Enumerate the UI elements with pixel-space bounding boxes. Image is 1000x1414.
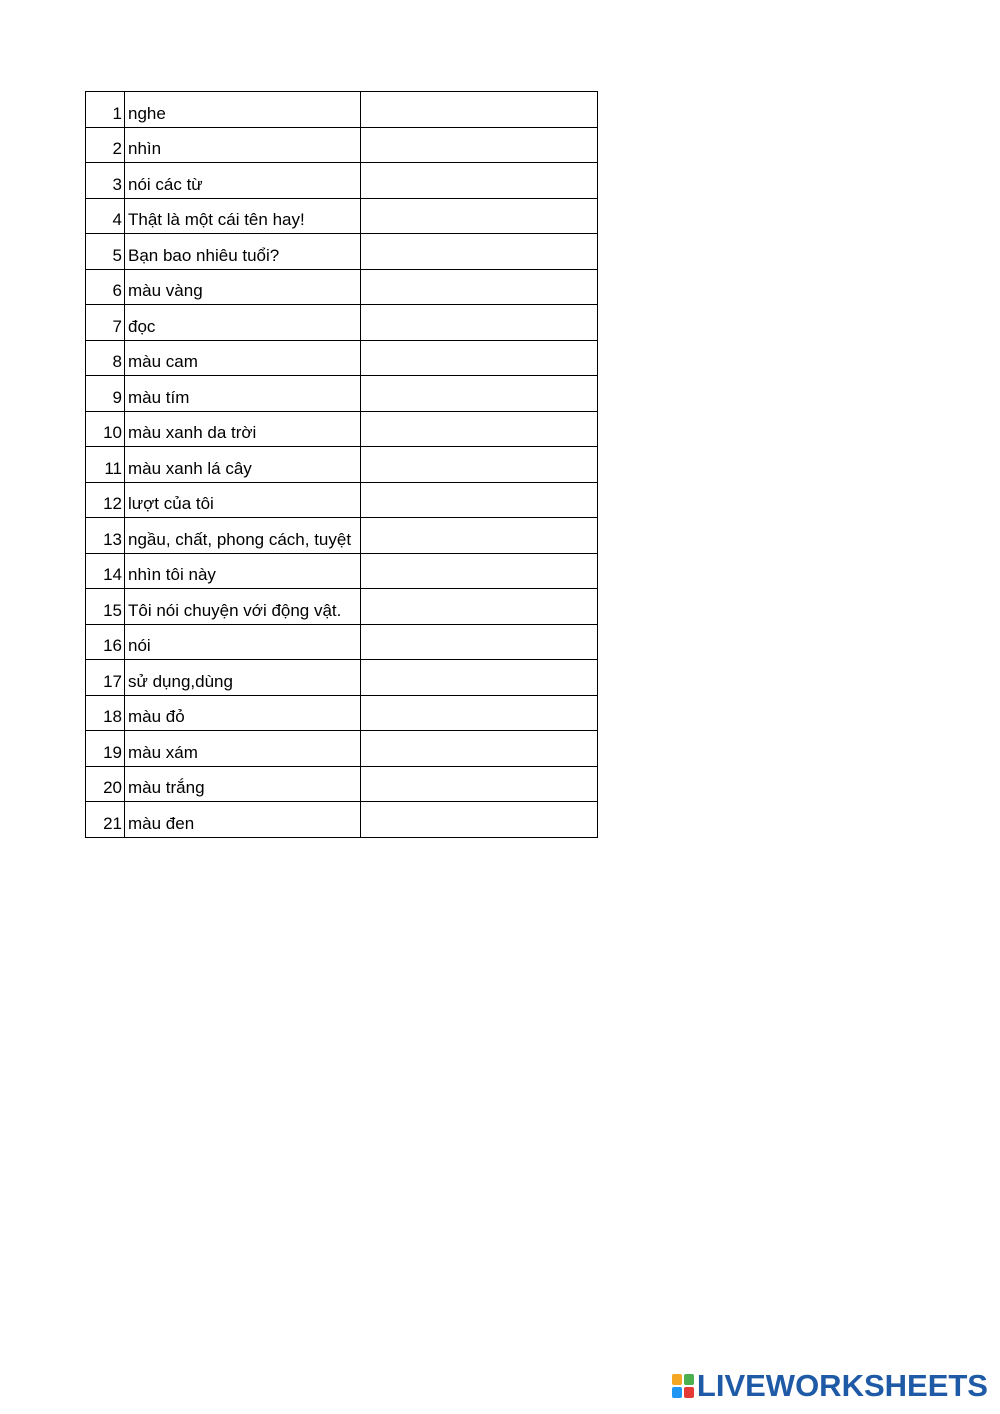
table-row [86,376,598,412]
row-number: 13 [103,529,122,549]
vietnamese-term: màu đen [128,813,195,833]
table-row [86,447,598,483]
row-number-cell [86,802,125,838]
answer-box[interactable] [361,589,598,625]
row-number-cell [86,340,125,376]
row-number: 3 [112,174,122,194]
row-number-cell [86,447,125,483]
vietnamese-term: màu đỏ [128,707,185,726]
vietnamese-term-cell [125,695,361,731]
answer-box[interactable] [361,518,598,554]
vietnamese-term-cell [125,163,361,199]
answer-box[interactable] [361,731,598,767]
row-number: 16 [103,636,122,655]
answer-box[interactable] [361,660,598,696]
table-row [86,695,598,731]
vietnamese-term-cell [125,447,361,483]
table-row [86,482,598,518]
row-number-cell [86,163,125,199]
table-row [86,802,598,838]
vietnamese-term-cell [125,553,361,589]
row-number: 4 [112,210,122,229]
table-row [86,198,598,234]
row-number: 12 [103,494,122,513]
row-number: 21 [103,813,122,833]
table-row [86,766,598,802]
liveworksheets-logo-icon [672,1374,694,1398]
table-row [86,305,598,341]
row-number: 8 [112,352,122,371]
answer-box[interactable] [361,766,598,802]
vietnamese-term-cell [125,411,361,447]
table-row [86,660,598,696]
answer-box[interactable] [361,127,598,163]
answer-box[interactable] [361,482,598,518]
vietnamese-term-cell [125,766,361,802]
vietnamese-term-cell [125,234,361,270]
vietnamese-term: màu xanh lá cây [128,458,252,478]
vietnamese-term: nhìn [128,139,162,158]
vietnamese-term-cell [125,92,361,128]
answer-box[interactable] [361,802,598,838]
vietnamese-term: nói [128,636,151,655]
row-number-cell [86,127,125,163]
answer-box[interactable] [361,376,598,412]
row-number: 19 [103,742,122,762]
table-row [86,589,598,625]
row-number-cell [86,518,125,554]
row-number: 6 [112,281,122,300]
answer-box[interactable] [361,269,598,305]
answer-box[interactable] [361,624,598,660]
vietnamese-term-cell [125,127,361,163]
vietnamese-term: đọc [128,316,156,336]
vietnamese-term-cell [125,269,361,305]
table-row [86,411,598,447]
row-number-cell [86,305,125,341]
table-row [86,127,598,163]
row-number: 17 [103,671,122,691]
row-number: 15 [103,600,122,620]
row-number: 20 [103,778,122,797]
table-row [86,518,598,554]
vietnamese-term: màu tím [128,387,190,407]
row-number-cell [86,695,125,731]
row-number: 9 [112,387,122,407]
vietnamese-term-cell [125,376,361,412]
row-number-cell [86,198,125,234]
answer-box[interactable] [361,163,598,199]
vietnamese-term-cell [125,589,361,625]
vietnamese-term-cell [125,482,361,518]
vietnamese-term-cell [125,802,361,838]
row-number: 5 [112,245,122,265]
vietnamese-term-cell [125,340,361,376]
row-number-cell [86,553,125,589]
vietnamese-term: nghe [128,103,166,123]
answer-box[interactable] [361,411,598,447]
vietnamese-term: ngầu, chất, phong cách, tuyệt [128,529,352,549]
row-number-cell [86,411,125,447]
table-row [86,731,598,767]
answer-box[interactable] [361,198,598,234]
table-row [86,92,598,128]
vocabulary-table-body [86,92,598,838]
vietnamese-term: màu trắng [128,778,205,797]
row-number-cell [86,660,125,696]
vocabulary-table [85,91,598,838]
table-row [86,553,598,589]
vietnamese-term: nói các từ [128,174,203,194]
answer-box[interactable] [361,234,598,270]
vietnamese-term-cell [125,305,361,341]
row-number-cell [86,766,125,802]
logo-text: LIVEWORKSHEETS [696,1368,988,1403]
row-number-cell [86,376,125,412]
vietnamese-term: sử dụng,dùng [128,671,233,691]
vietnamese-term: Tôi nói chuyện với động vật. [128,600,342,620]
liveworksheets-logo [672,1370,988,1402]
vietnamese-term: Bạn bao nhiêu tuổi? [128,245,280,265]
vietnamese-term: lượt của tôi [128,494,214,513]
row-number-cell [86,589,125,625]
row-number: 14 [103,565,122,584]
vietnamese-term-cell [125,624,361,660]
answer-box[interactable] [361,553,598,589]
vietnamese-term: nhìn tôi này [128,565,216,584]
row-number-cell [86,269,125,305]
row-number: 7 [112,316,122,336]
answer-box[interactable] [361,695,598,731]
vietnamese-term: màu vàng [128,281,203,300]
row-number: 11 [104,458,122,478]
answer-box[interactable] [361,447,598,483]
row-number-cell [86,234,125,270]
row-number-cell [86,624,125,660]
table-row [86,340,598,376]
table-row [86,269,598,305]
answer-box[interactable] [361,340,598,376]
answer-box[interactable] [361,305,598,341]
vietnamese-term: màu cam [128,352,198,371]
table-row [86,624,598,660]
table-row [86,234,598,270]
row-number: 18 [103,707,122,726]
row-number: 10 [103,423,122,442]
row-number-cell [86,731,125,767]
vietnamese-term-cell [125,198,361,234]
vietnamese-term: Thật là một cái tên hay! [128,210,305,229]
vietnamese-term: màu xanh da trời [128,423,257,442]
answer-box[interactable] [361,92,598,128]
vietnamese-term-cell [125,731,361,767]
row-number-cell [86,482,125,518]
vietnamese-term-cell [125,518,361,554]
table-row [86,163,598,199]
row-number-cell [86,92,125,128]
vietnamese-term-cell [125,660,361,696]
row-number: 2 [112,139,122,158]
vietnamese-term: màu xám [128,742,198,762]
row-number: 1 [112,103,122,123]
